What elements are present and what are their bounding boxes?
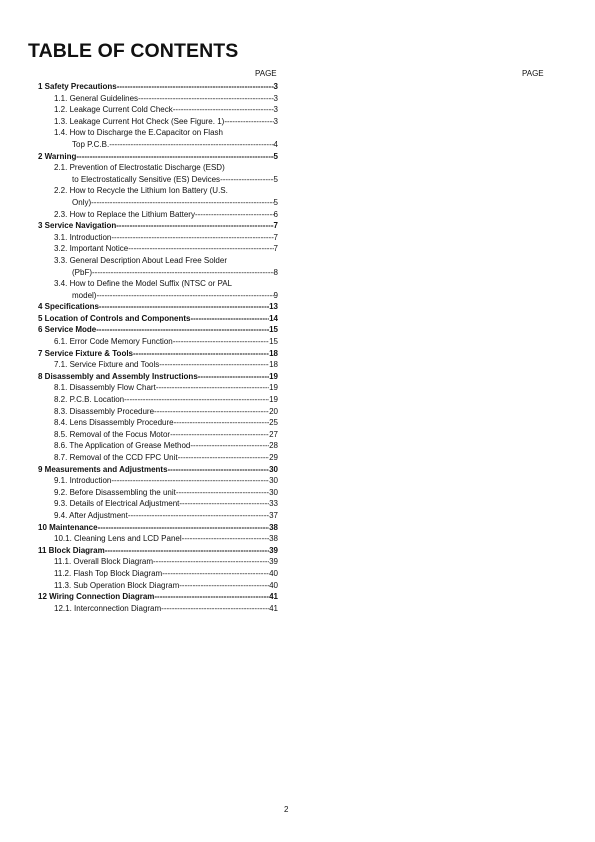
- toc-entry-page: 3: [273, 93, 278, 103]
- page-column-header: PAGE: [522, 69, 544, 78]
- toc-section[interactable]: [30, 301, 278, 313]
- toc-entry-page: 5: [273, 151, 278, 161]
- toc-section[interactable]: [30, 348, 278, 360]
- leader-dots: [111, 475, 269, 487]
- leader-dots: [168, 464, 270, 476]
- toc-section[interactable]: [30, 591, 278, 603]
- leader-dots: [92, 267, 274, 279]
- toc-entry-page: 41: [269, 592, 278, 602]
- toc-entry-label: (PbF): [72, 267, 92, 277]
- toc-entry-label: 7.1. Service Fixture and Tools: [54, 360, 160, 370]
- toc-subsection[interactable]: [30, 255, 278, 278]
- toc-subsection[interactable]: [30, 452, 278, 464]
- toc-entry-label: 8.2. P.C.B. Location: [54, 395, 125, 405]
- toc-subsection[interactable]: [30, 406, 278, 418]
- leader-dots: [176, 487, 269, 499]
- toc-entry-page: 5: [273, 174, 278, 184]
- toc-entry-label: 1.2. Leakage Current Cold Check: [54, 105, 173, 115]
- toc-entry-page: 18: [269, 360, 278, 370]
- toc-subsection[interactable]: [30, 185, 278, 208]
- toc-subsection[interactable]: [30, 556, 278, 568]
- toc-subsection[interactable]: [30, 475, 278, 487]
- toc-entry-page: 7: [273, 232, 278, 242]
- toc-entry-label: 1.4. How to Discharge the E.Capacitor on Flash: [54, 128, 223, 138]
- toc-entry-label: 8.4. Lens Disassembly Procedure: [54, 418, 174, 428]
- leader-dots: [153, 556, 269, 568]
- toc-subsection[interactable]: [30, 487, 278, 499]
- toc-entry-page: 3: [273, 116, 278, 126]
- toc-entry-label: 9.4. After Adjustment: [54, 510, 128, 520]
- toc-subsection[interactable]: [30, 93, 278, 105]
- toc-entry-label: 3.2. Important Notice: [54, 244, 129, 254]
- toc-entry-label: 10.1. Cleaning Lens and LCD Panel: [54, 534, 182, 544]
- toc-entry-label: 6.1. Error Code Memory Function: [54, 337, 173, 347]
- toc-entry-label: Top P.C.B.: [72, 139, 110, 149]
- toc-entry-page: 19: [269, 371, 278, 381]
- toc-title: TABLE OF CONTENTS: [28, 40, 239, 62]
- toc-entry-label: 5 Location of Controls and Components: [38, 313, 191, 323]
- toc-subsection[interactable]: [30, 278, 278, 301]
- leader-dots: [96, 290, 273, 302]
- leader-dots: [161, 603, 269, 615]
- toc-entry-label: 2 Warning: [38, 151, 77, 161]
- toc-section[interactable]: [30, 81, 278, 93]
- toc-entry-label: 8.1. Disassembly Flow Chart: [54, 383, 156, 393]
- leader-dots: [117, 81, 274, 93]
- toc-entry-page: 3: [273, 105, 278, 115]
- toc-entry-page: 30: [269, 487, 278, 497]
- toc-entry-page: 14: [269, 313, 278, 323]
- toc-entry-page: 7: [273, 221, 278, 231]
- toc-entry-label: Only): [72, 197, 92, 207]
- toc-entry-page: 30: [269, 476, 278, 486]
- toc-section[interactable]: [30, 545, 278, 557]
- leader-dots: [138, 93, 273, 105]
- toc-entry-page: 38: [269, 534, 278, 544]
- toc-subsection[interactable]: [30, 209, 278, 221]
- leader-dots: [162, 568, 269, 580]
- leader-dots: [173, 336, 269, 348]
- toc-subsection[interactable]: [30, 580, 278, 592]
- toc-entry-page: 39: [269, 545, 278, 555]
- toc-entry-page: 19: [269, 383, 278, 393]
- leader-dots: [195, 209, 274, 221]
- toc-entry-page: 39: [269, 557, 278, 567]
- leader-dots: [128, 510, 269, 522]
- leader-dots: [173, 104, 274, 116]
- toc-entry-page: 38: [269, 522, 278, 532]
- leader-dots: [116, 220, 273, 232]
- toc-subsection[interactable]: [30, 359, 278, 371]
- toc-section[interactable]: [30, 220, 278, 232]
- leader-dots: [98, 522, 270, 534]
- toc-subsection[interactable]: [30, 533, 278, 545]
- toc-subsection[interactable]: [30, 498, 278, 510]
- toc-entry-label: 8.5. Removal of the Focus Motor: [54, 429, 171, 439]
- toc-section[interactable]: [30, 151, 278, 163]
- toc-entry-page: 15: [269, 337, 278, 347]
- leader-dots: [96, 324, 269, 336]
- toc-section[interactable]: [30, 324, 278, 336]
- toc-entry-page: 37: [269, 510, 278, 520]
- toc-subsection[interactable]: [30, 336, 278, 348]
- leader-dots: [174, 417, 269, 429]
- toc-subsection[interactable]: [30, 382, 278, 394]
- toc-entry-label: 9 Measurements and Adjustments: [38, 464, 168, 474]
- leader-dots: [105, 545, 269, 557]
- leader-dots: [91, 197, 273, 209]
- leader-dots: [190, 440, 269, 452]
- toc-entry-page: 3: [273, 82, 278, 91]
- leader-dots: [128, 243, 273, 255]
- toc-entry-label: 11 Block Diagram: [38, 545, 105, 555]
- toc-entry-page: 20: [269, 406, 278, 416]
- toc-entry-label: 9.3. Details of Electrical Adjustment: [54, 499, 180, 509]
- toc-entry-page: 30: [269, 464, 278, 474]
- toc-subsection[interactable]: [30, 510, 278, 522]
- toc-entry-label: 10 Maintenance: [38, 522, 98, 532]
- toc-subsection[interactable]: [30, 127, 278, 150]
- page-number: 2: [284, 805, 289, 814]
- toc-section[interactable]: [30, 371, 278, 383]
- leader-dots: [124, 394, 269, 406]
- leader-dots: [170, 429, 269, 441]
- toc-entry-label: 3.4. How to Define the Model Suffix (NTSC or PAL: [54, 279, 233, 289]
- table-of-contents: [30, 81, 278, 614]
- toc-entry-page: 29: [269, 453, 278, 462]
- leader-dots: [156, 382, 269, 394]
- toc-entry-label: 3.1. Introduction: [54, 232, 112, 242]
- toc-entry-page: 8: [273, 267, 278, 277]
- toc-entry-label: 11.2. Flash Top Block Diagram: [54, 568, 163, 578]
- toc-entry-page: 15: [269, 325, 278, 335]
- toc-entry-label: 4 Specifications: [38, 302, 99, 312]
- toc-entry-page: 40: [269, 568, 278, 578]
- toc-entry-label: 11.3. Sub Operation Block Diagram: [54, 580, 180, 590]
- toc-entry-page: 41: [269, 603, 278, 613]
- toc-subsection[interactable]: [30, 440, 278, 452]
- leader-dots: [224, 116, 273, 128]
- toc-section[interactable]: [30, 464, 278, 476]
- toc-section[interactable]: [30, 522, 278, 534]
- toc-entry-page: 9: [273, 290, 278, 300]
- toc-entry-label: 9.1. Introduction: [54, 476, 112, 486]
- leader-dots: [99, 301, 269, 313]
- toc-entry-page: 5: [273, 197, 278, 207]
- leader-dots: [159, 359, 269, 371]
- toc-entry-label: 7 Service Fixture & Tools: [38, 348, 133, 358]
- toc-entry-label: 11.1. Overall Block Diagram: [54, 557, 153, 567]
- toc-entry-label: 6 Service Mode: [38, 325, 97, 335]
- leader-dots: [179, 580, 269, 592]
- toc-section[interactable]: [30, 313, 278, 325]
- toc-subsection[interactable]: [30, 104, 278, 116]
- toc-subsection[interactable]: [30, 232, 278, 244]
- toc-entry-label: to Electrostatically Sensitive (ES) Devices: [72, 174, 221, 184]
- toc-entry-page: 7: [273, 244, 278, 254]
- leader-dots: [154, 591, 269, 603]
- toc-entry-page: 40: [269, 580, 278, 590]
- toc-entry-label: 8.6. The Application of Grease Method: [54, 441, 191, 451]
- toc-entry-page: 6: [273, 209, 278, 219]
- leader-dots: [182, 533, 269, 545]
- leader-dots: [220, 174, 273, 186]
- leader-dots: [111, 232, 273, 244]
- toc-entry-label: model): [72, 290, 97, 300]
- toc-entry-label: 2.3. How to Replace the Lithium Battery: [54, 209, 195, 219]
- page-column-header: PAGE: [255, 69, 277, 78]
- toc-entry-label: 8.3. Disassembly Procedure: [54, 406, 155, 416]
- toc-subsection[interactable]: [30, 417, 278, 429]
- toc-entry-page: 13: [269, 302, 278, 312]
- toc-subsection[interactable]: [30, 162, 278, 185]
- toc-entry-label: 1 Safety Precautions: [38, 82, 117, 91]
- toc-entry-label: 1.3. Leakage Current Hot Check (See Figure. 1): [54, 116, 225, 126]
- leader-dots: [190, 313, 269, 325]
- toc-subsection[interactable]: [30, 116, 278, 128]
- toc-subsection[interactable]: [30, 568, 278, 580]
- toc-entry-page: 28: [269, 441, 278, 451]
- toc-entry-label: 8 Disassembly and Assembly Instructions: [38, 371, 198, 381]
- toc-entry-label: 3.3. General Description About Lead Free Solder: [54, 255, 227, 265]
- toc-entry-page: 18: [269, 348, 278, 358]
- toc-entry-label: 1.1. General Guidelines: [54, 93, 139, 103]
- toc-entry-label: 3 Service Navigation: [38, 221, 117, 231]
- toc-entry-page: 33: [269, 499, 278, 509]
- leader-dots: [133, 348, 269, 360]
- toc-subsection[interactable]: [30, 243, 278, 255]
- toc-subsection[interactable]: [30, 603, 278, 615]
- toc-entry-page: 27: [269, 429, 278, 439]
- toc-entry-label: 12 Wiring Connection Diagram: [38, 592, 155, 602]
- leader-dots: [198, 371, 269, 383]
- leader-dots: [178, 452, 269, 464]
- toc-entry-label: 12.1. Interconnection Diagram: [54, 603, 162, 613]
- leader-dots: [76, 151, 273, 163]
- leader-dots: [109, 139, 273, 151]
- toc-entry-label: 9.2. Before Disassembling the unit: [54, 487, 176, 497]
- toc-entry-label: 2.1. Prevention of Electrostatic Discharge (ESD): [54, 163, 225, 173]
- toc-subsection[interactable]: [30, 394, 278, 406]
- toc-entry-label: 8.7. Removal of the CCD FPC Unit: [54, 453, 178, 462]
- toc-entry-label: 2.2. How to Recycle the Lithium Ion Battery (U.S.: [54, 186, 228, 196]
- toc-entry-page: 4: [273, 139, 278, 149]
- leader-dots: [154, 406, 269, 418]
- toc-subsection[interactable]: [30, 429, 278, 441]
- toc-entry-page: 25: [269, 418, 278, 428]
- toc-entry-page: 19: [269, 395, 278, 405]
- leader-dots: [179, 498, 269, 510]
